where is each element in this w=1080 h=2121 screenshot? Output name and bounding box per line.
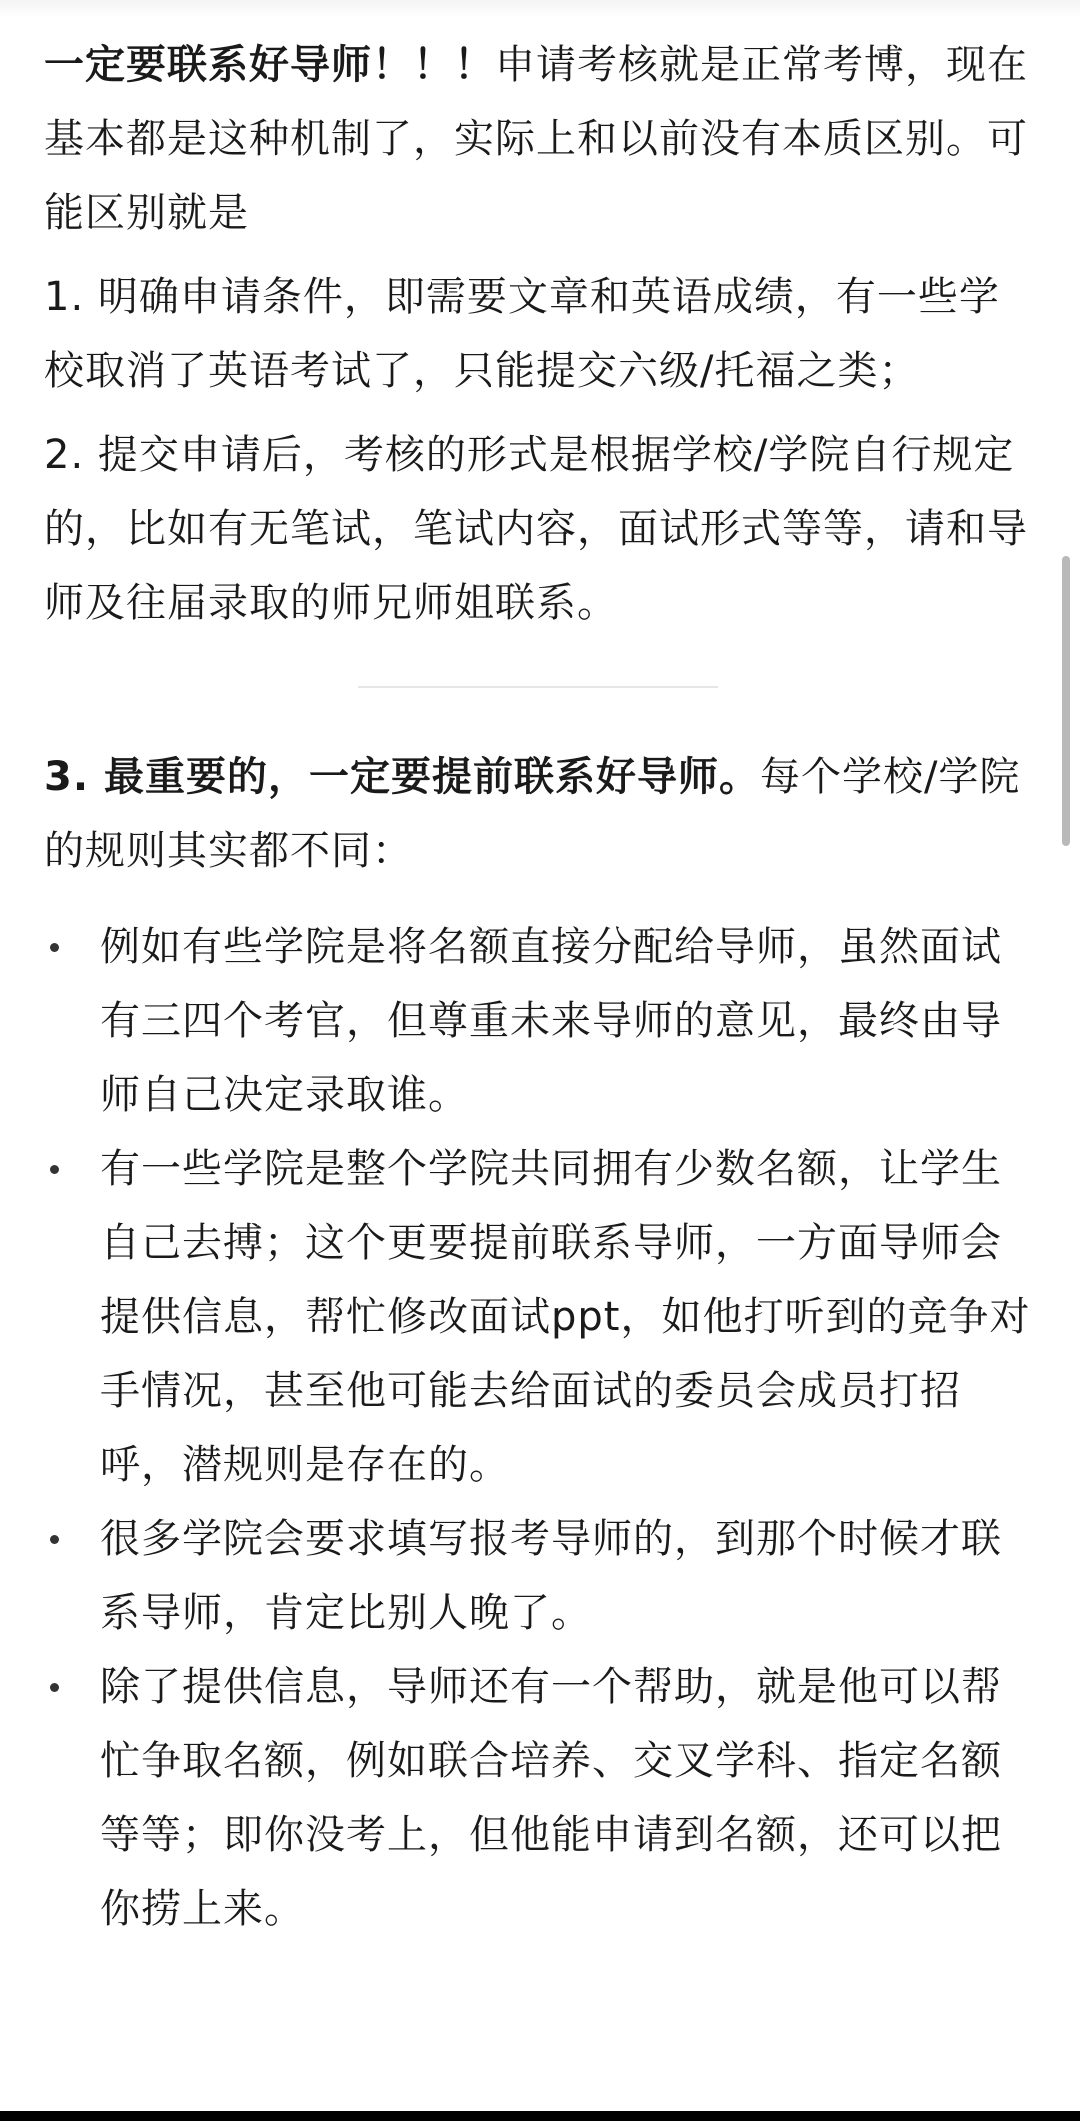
list-item-text: 例如有些学院是将名额直接分配给导师，虽然面试有三四个考官，但尊重未来导师的意见，最终由导师自己决定录取谁。 — [100, 924, 1002, 1118]
list-item — [44, 1502, 1034, 1650]
point-2-paragraph: 2. 提交申请后，考核的形式是根据学校/学院自行规定的，比如有无笔试，笔试内容，面试形式等等，请和导师及往届录取的师兄师姐联系。 — [44, 432, 1028, 626]
bullet-list — [44, 910, 1034, 1946]
bullet-dot-icon — [50, 1683, 59, 1692]
bullet-dot-icon — [50, 1535, 59, 1544]
point-3-text: 每个学校/学院的规则其实都不同： — [44, 754, 1021, 874]
intro-emphasis: 一定要联系好导师！！！ — [44, 42, 495, 88]
bullet-dot-icon — [50, 1165, 59, 1174]
bullet-dot-icon — [50, 943, 59, 952]
bottom-edge-bar — [0, 2111, 1080, 2121]
list-item — [44, 910, 1034, 1132]
point-3-paragraph — [44, 740, 1034, 888]
section-divider — [358, 686, 718, 688]
article-body — [44, 28, 1034, 1946]
top-fade — [0, 0, 1080, 18]
point-3-emphasis: 3. 最重要的，一定要提前联系好导师。 — [44, 754, 760, 800]
list-item-text: 除了提供信息，导师还有一个帮助，就是他可以帮忙争取名额，例如联合培养、交叉学科、指定名额等等；即你没考上，但他能申请到名额，还可以把你捞上来。 — [100, 1664, 1002, 1932]
list-item-text: 很多学院会要求填写报考导师的，到那个时候才联系导师，肯定比别人晚了。 — [100, 1516, 1002, 1636]
list-item — [44, 1132, 1034, 1502]
intro-paragraph — [44, 28, 1034, 250]
list-item — [44, 1650, 1034, 1946]
scrollbar-thumb[interactable] — [1062, 556, 1070, 846]
point-1-paragraph: 1. 明确申请条件，即需要文章和英语成绩，有一些学校取消了英语考试了，只能提交六级/托福之类； — [44, 274, 1000, 394]
intro-text: 申请考核就是正常考博，现在基本都是这种机制了，实际上和以前没有本质区别。可能区别就是 — [44, 42, 1028, 236]
list-item-text: 有一些学院是整个学院共同拥有少数名额，让学生自己去搏；这个更要提前联系导师，一方面导师会提供信息，帮忙修改面试ppt，如他打听到的竞争对手情况，甚至他可能去给面试的委员会成员打招呼，潜规则是存在的。 — [100, 1146, 1031, 1488]
